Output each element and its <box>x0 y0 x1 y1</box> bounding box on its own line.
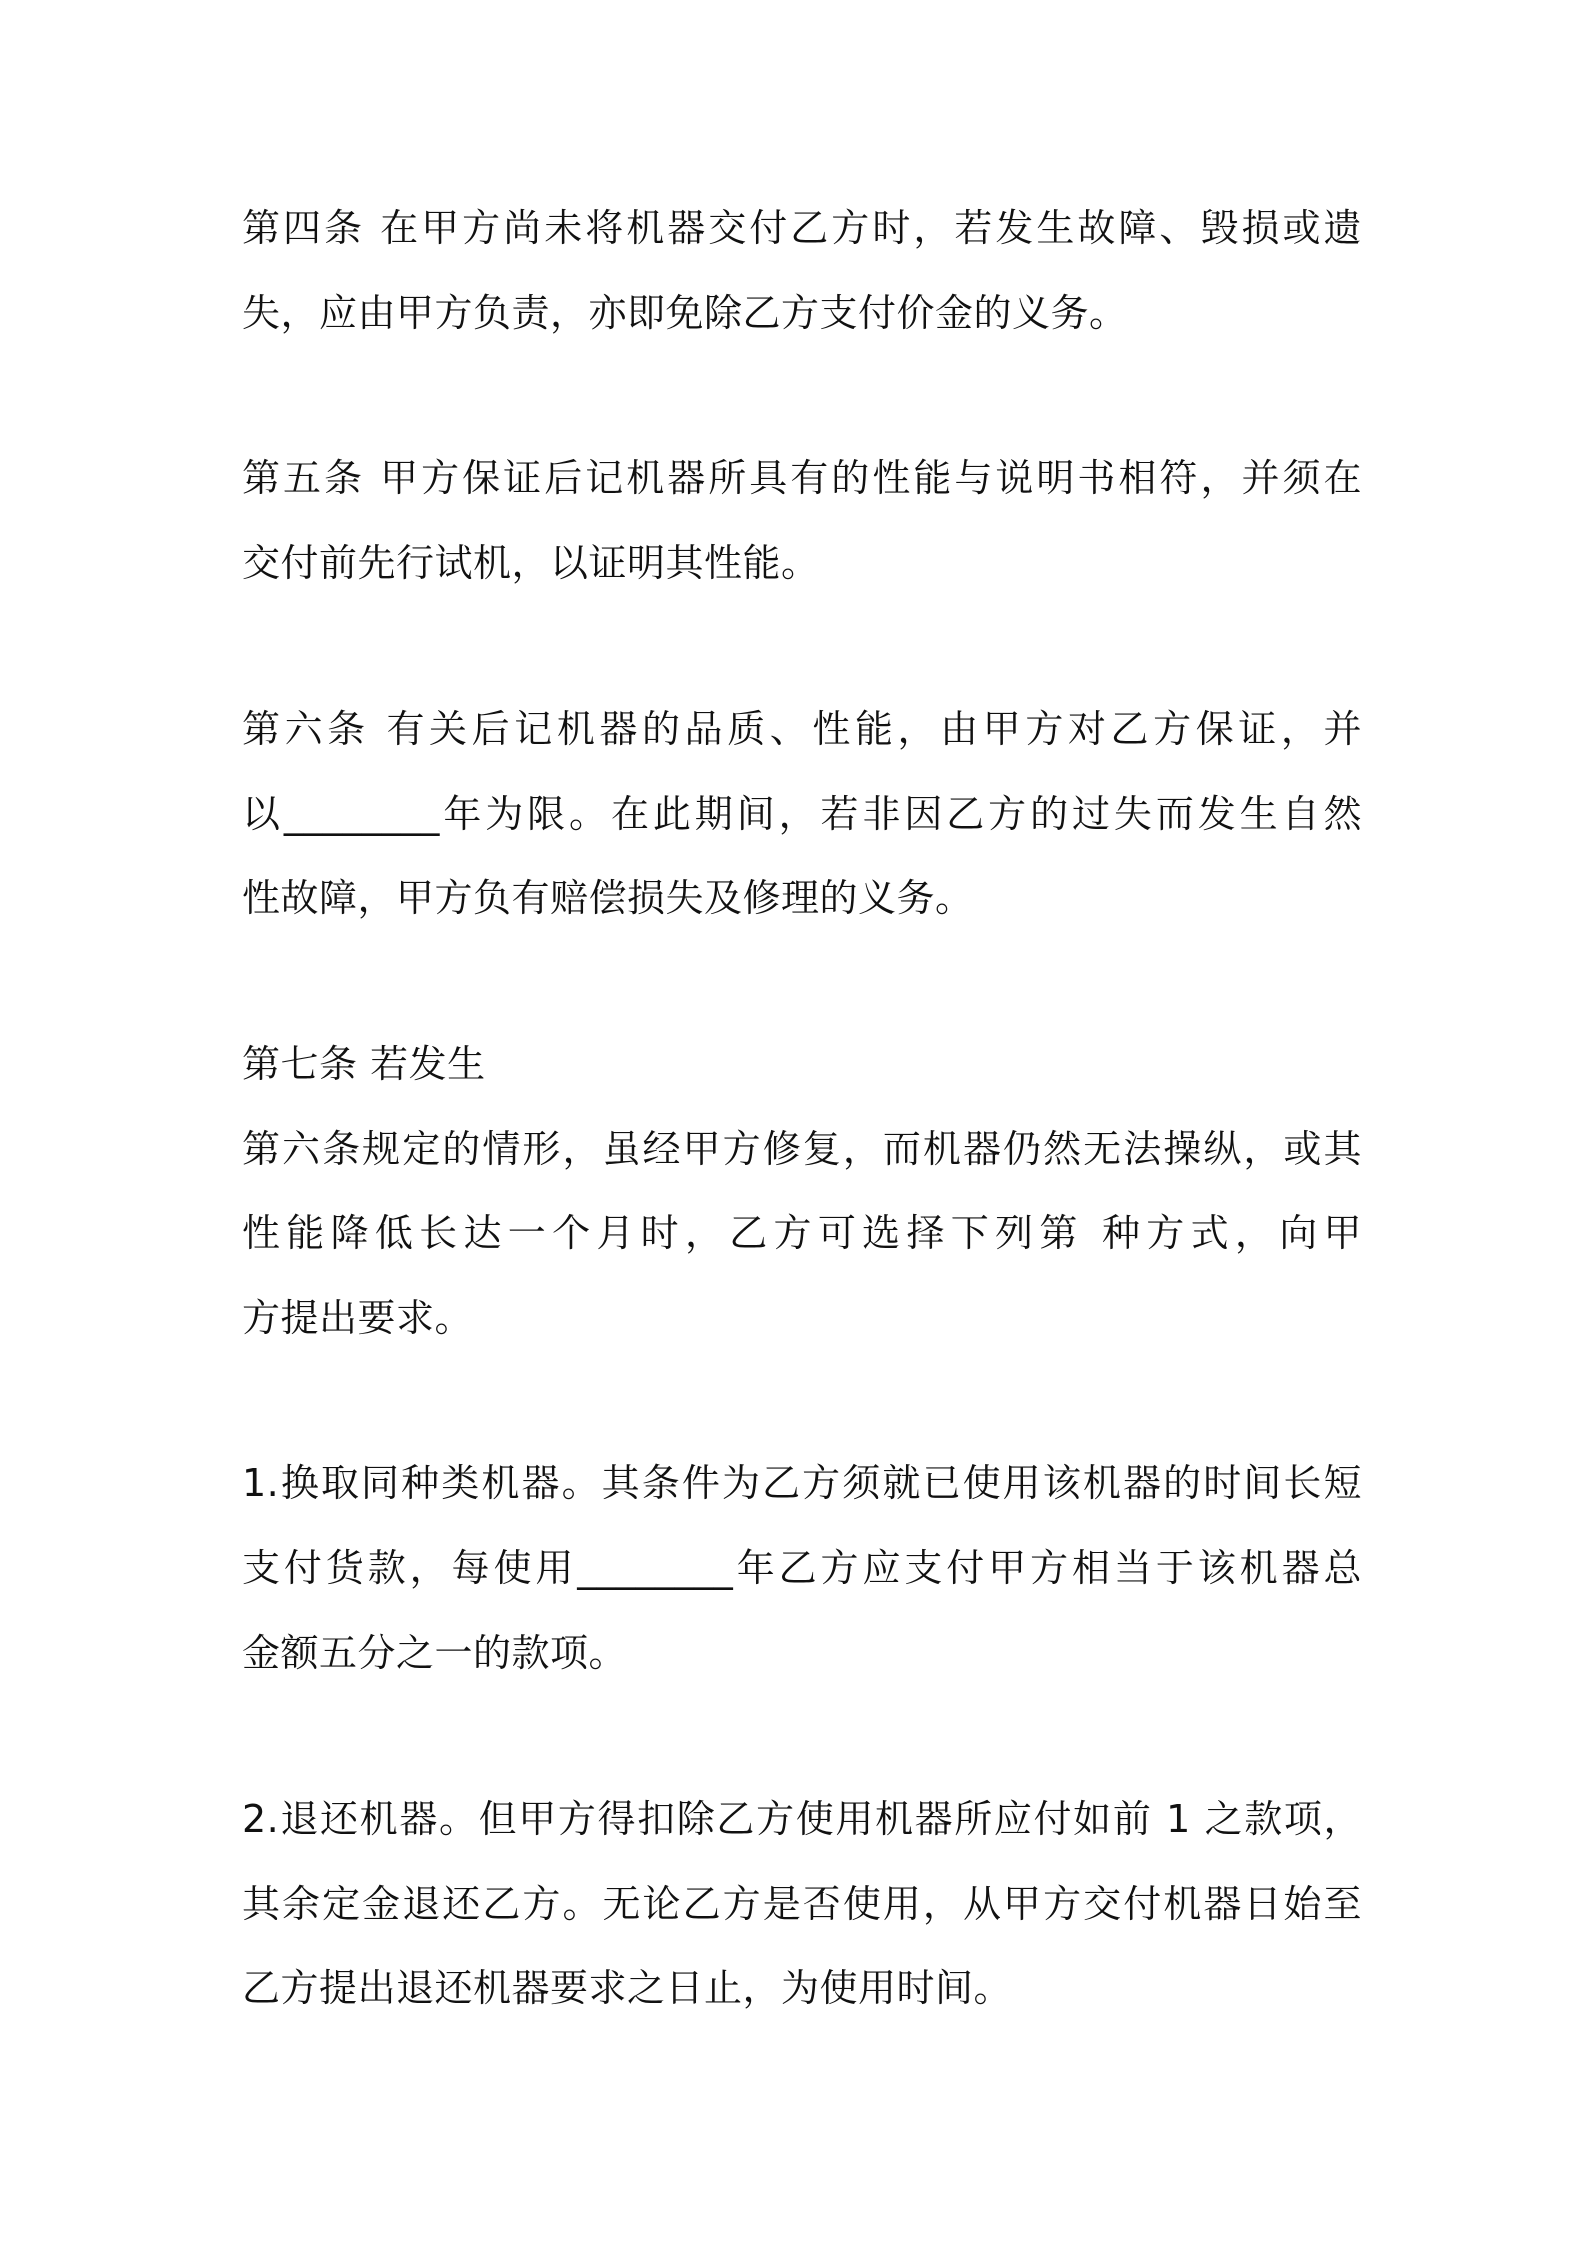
option-1-line-3: 金额五分之一的款项。 <box>242 1631 628 1675</box>
article-5-line-1: 第五条 甲方保证后记机器所具有的性能与说明书相符，并须在 <box>242 456 1362 500</box>
article-7-line-1: 第七条 若发生 <box>242 1042 486 1086</box>
article-7-line-4: 方提出要求。 <box>242 1296 474 1340</box>
option-2-line-1: 2.退还机器。但甲方得扣除乙方使用机器所应付如前 1 之款项， <box>242 1797 1362 1841</box>
article-7-line-3: 性能降低长达一个月时，乙方可选择下列第 种方式，向甲 <box>242 1211 1362 1255</box>
article-6-line-2: 以________年为限。在此期间，若非因乙方的过失而发生自然 <box>242 792 1362 836</box>
article-5-line-2: 交付前先行试机，以证明其性能。 <box>242 541 820 585</box>
option-1-line-1: 1.换取同种类机器。其条件为乙方须就已使用该机器的时间长短 <box>242 1461 1362 1505</box>
article-7-line-2: 第六条规定的情形，虽经甲方修复，而机器仍然无法操纵，或其 <box>242 1127 1362 1171</box>
option-1-line-2: 支付货款，每使用________年乙方应支付甲方相当于该机器总 <box>242 1546 1362 1590</box>
article-4-line-2: 失，应由甲方负责，亦即免除乙方支付价金的义务。 <box>242 291 1128 335</box>
article-6-line-1: 第六条 有关后记机器的品质、性能，由甲方对乙方保证，并 <box>242 707 1362 751</box>
option-2-line-2: 其余定金退还乙方。无论乙方是否使用，从甲方交付机器日始至 <box>242 1882 1362 1926</box>
article-4-line-1: 第四条 在甲方尚未将机器交付乙方时，若发生故障、毁损或遗 <box>242 206 1362 250</box>
article-6-line-3: 性故障，甲方负有赔偿损失及修理的义务。 <box>242 876 974 920</box>
option-2-line-3: 乙方提出退还机器要求之日止，为使用时间。 <box>242 1966 1013 2010</box>
